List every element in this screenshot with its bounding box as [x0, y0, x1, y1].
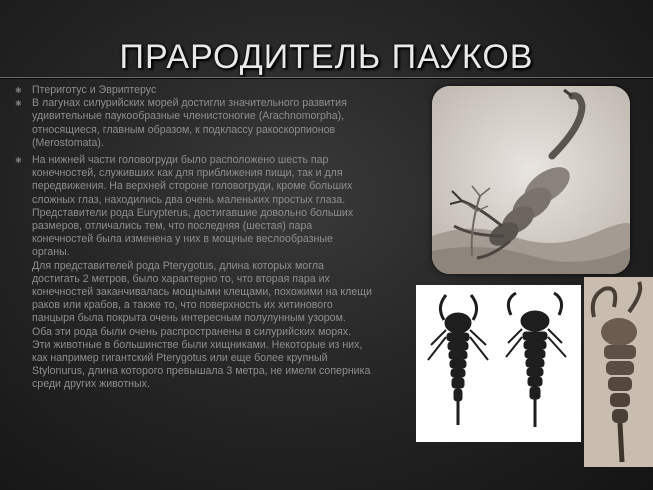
eurypterid-sketch-image: [432, 86, 630, 274]
text-line: раков или крабов, а также то, что поверхность их хитинового: [32, 299, 333, 312]
bullet-item: [12, 154, 412, 392]
text-line: органы.: [32, 246, 70, 259]
text-line: конечностей была изменена у них в мощные веслообразные: [32, 233, 333, 246]
diamond-bullet-icon: ✱: [15, 99, 22, 109]
pterygotus-fossil-image: [584, 277, 653, 467]
diamond-bullet-icon: ✱: [15, 86, 22, 95]
text-line: Птериготус и Эвриптерус: [32, 84, 157, 96]
text-line: относящиеся, главным образом, к подклассу ракоскорпионов: [32, 123, 336, 136]
text-line: достигать 2 метров, было характерно то, что вторая пара их: [32, 272, 330, 285]
text-line: Эти животные в большинстве были хищниками. Некоторые из них,: [32, 338, 363, 351]
bullet-item: [12, 84, 412, 97]
eurypterid-drawings-image: [416, 285, 581, 442]
text-line: размеров, отличались тем, что последняя (шестая) пара: [32, 220, 313, 233]
slide-title: ПРАРОДИТЕЛЬ ПАУКОВ: [119, 38, 534, 76]
text-line: На нижней части головогруди было расположено шесть пар: [32, 154, 329, 167]
text-line: В лагунах силурийских морей достигли значительного развития: [32, 97, 347, 110]
text-line: (Merostomata).: [32, 136, 104, 149]
text-line: Оба эти рода были очень распространены в силурийских морях.: [32, 325, 352, 338]
text-line: как например гигантский Pterygotus или еще более крупный: [32, 352, 328, 365]
title-divider-shadow: [0, 78, 653, 79]
text-line: сложных глаз, находились два очень маленьких простых глаза.: [32, 193, 346, 206]
diamond-bullet-icon: ✱: [15, 156, 22, 166]
text-line: среди других животных.: [32, 378, 150, 391]
text-line: удивительные паукообразные членистоногие (Arachnomorpha),: [32, 110, 345, 123]
slide-body: [12, 84, 412, 392]
text-line: Для представителей рода Pterygotus, длина которых могла: [32, 259, 324, 272]
text-line: конечностей заканчивалась мощными клещами, похожими на клещи: [32, 286, 372, 299]
text-line: передвижения. На верхней стороне головогруди, кроме больших: [32, 180, 353, 193]
text-line: Представители рода Eurypterus, достигавшие довольно больших: [32, 206, 354, 219]
text-line: Stylonurus, длина которого превышала 3 метра, не имели соперника: [32, 365, 371, 378]
bullet-item: [12, 97, 412, 150]
text-line: панцыря была покрыта очень интересным полулунным узором.: [32, 312, 346, 325]
text-line: конечностей, служивших как для приближения пищи, так и для: [32, 167, 343, 180]
